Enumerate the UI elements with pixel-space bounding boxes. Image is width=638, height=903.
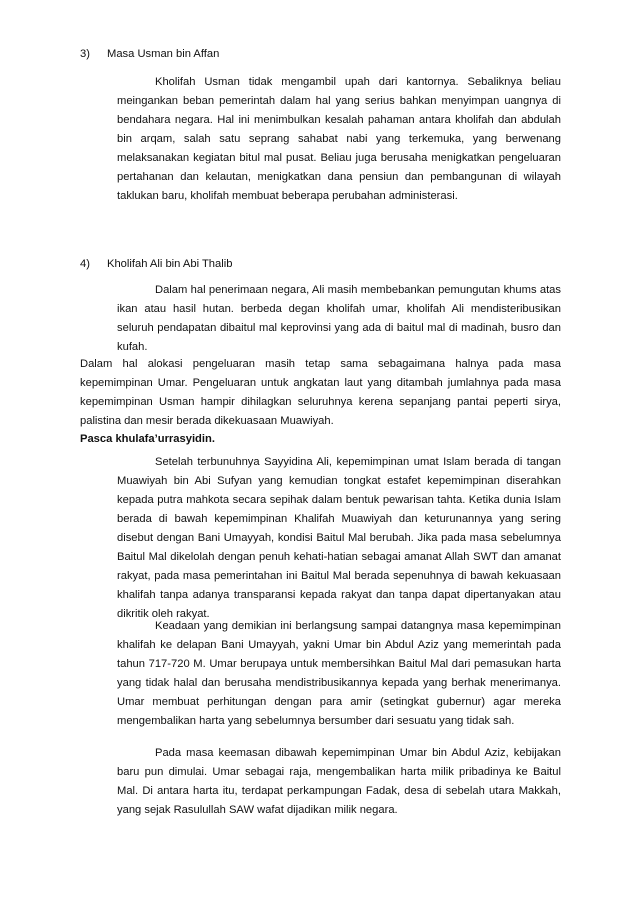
heading-pasca: Pasca khulafa’urrasyidin. <box>80 433 215 445</box>
paragraph-pasca-1: Setelah terbunuhnya Sayyidina Ali, kepemimpinan umat Islam berada di tangan Muawiyah bin Abi Sufyan yang kemudian tongkat estafet kepemimpinan diserahkan kepada putra mahkota secara sepihak dalam bentuk pewarisan tahta. Ketika dunia Islam berada di bawah kepemimpinan Khalifah Muawiyah dan keturunannya yang sering disebut dengan Bani Umayyah, kondisi Baitul Mal berubah. Jika pada masa sebelumnya Baitul Mal dikelolah dengan penuh kehati-hatian sebagai amanat Allah SWT dan amanat rakyat, pada masa pemerintahan ini Baitul Mal berada sepenuhnya di bawah kekuasaan khalifah tanpa adanya transparansi kepada rakyat dan tanpa dapat dipertanyakan atau dikritik oleh rakyat. <box>117 456 561 620</box>
section-heading-usman <box>80 47 560 62</box>
section-heading-ali <box>80 257 560 272</box>
section-title: Masa Usman bin Affan <box>107 48 220 60</box>
paragraph-pasca-2: Keadaan yang demikian ini berlangsung sampai datangnya masa kepemimpinan khalifah ke delapan Bani Umayyah, yakni Umar bin Abdul Aziz yang memerintah pada tahun 717-720 M. Umar berupaya untuk membersihkan Baitul Mal dari pemasukan harta yang tidak halal dan berusaha mendistribusikannya kepada yang berhak menerimanya. Umar membuat perhitungan dengan para amir (setingkat gubernur) agar mereka mengembalikan harta yang sebelumnya bersumber dari sesuatu yang tidak sah. <box>117 620 561 727</box>
paragraph-usman: Kholifah Usman tidak mengambil upah dari kantornya. Sebaliknya beliau meingankan beban pemerintah dalam hal yang serius bahkan menyimpan uangnya di bendahara negara. Hal ini menimbulkan kesalah pahaman antara kholifah dan abdulah bin arqam, salah satu seprang sahabat nabi yang terkemuka, yang berwenang melaksanakan kegiatan bitul mal pusat. Beliau juga berusaha menigkatkan pengeluaran pertahanan dan kelautan, menigkatkan dana pensiun dan pembangunan di wilayah taklukan baru, kholifah membuat beberapa perubahan administerasi. <box>117 76 561 202</box>
paragraph-alokasi: Dalam hal alokasi pengeluaran masih tetap sama sebagaimana halnya pada masa kepemimpinan Umar. Pengeluaran untuk angkatan laut yang ditambah jumlahnya pada masa kepemimpinan Usman hampir dihilagkan seluruhnya kerena sepanjang pantai peperti sirya, palistina dan mesir berada dikekuasaan Muawiyah. <box>80 358 561 427</box>
section-number: 3) <box>80 48 90 60</box>
section-title: Kholifah Ali bin Abi Thalib <box>107 258 233 270</box>
paragraph-ali: Dalam hal penerimaan negara, Ali masih membebankan pemungutan khums atas ikan atau hasil hutan. berbeda degan kholifah umar, kholifah Ali mendisteribusikan seluruh pendapatan dibaitul mal keprovinsi yang ada di baitul mal di madinah, busro dan kufah. <box>117 284 561 353</box>
paragraph-pasca-3: Pada masa keemasan dibawah kepemimpinan Umar bin Abdul Aziz, kebijakan baru pun dimulai. Umar sebagai raja, mengembalikan harta milik pribadinya ke Baitul Mal. Di antara harta itu, terdapat perkampungan Fadak, desa di sebelah utara Makkah, yang sejak Rasulullah SAW wafat dijadikan milik negara. <box>117 747 561 816</box>
section-number: 4) <box>80 258 90 270</box>
